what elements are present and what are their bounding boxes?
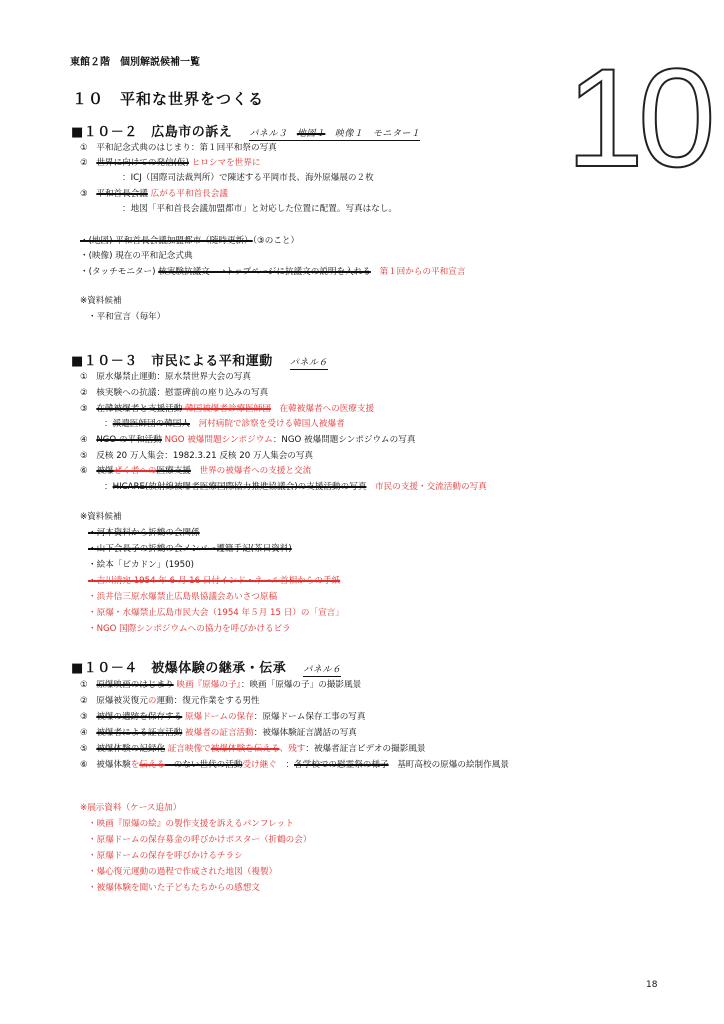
material-item: ・山下会長子の折鶴の会メンバー護籍手記(茶日資料) [88,544,292,554]
section-heading-text: ■１０－３ 市民による平和運動 [71,354,273,369]
document-header: 東館２階 個別解説候補一覧 [70,57,200,68]
list-item-detail [104,420,345,429]
list-item [80,467,311,476]
material-item: ・NGO 国際シンポジウムへの協力を呼びかけるビラ [88,624,291,634]
list-item: ⑤ 反核 20 万人集会：1982.3.21 反核 20 万人集会の写真 [80,451,314,461]
list-item-detail: ：ICJ（国際司法裁判所）で陳述する平岡市長、海外原爆展の２枚 [122,173,374,183]
tag-map-struck: 地図１ [296,129,326,139]
list-item [80,681,361,690]
colon: ： [276,760,295,770]
struck-revised-text: 被爆体験を伝える [210,744,280,754]
chapter-number: 10 [566,39,710,196]
detail-text: ：NGO 被爆問題シンポジウムの写真 [272,435,416,445]
revised-text: NGO 被爆問題シンポジウム [161,435,273,445]
section-tag [249,129,420,141]
material-item: ・吉川清宛 1954 年 6 月 16 日付インド・ネール首相からの手紙 [88,576,341,586]
revised-text: 映画『原爆の子』 [173,680,241,690]
media-label: ・(タッチモニター) [80,267,159,277]
struck-text: 原爆映画のはじまり [96,680,174,690]
item-number: ⑤ [80,744,97,754]
struck-revised-text: 伝える [139,760,166,770]
revised-text: 世界の被爆者への支援と交流 [190,466,312,476]
materials-heading: ※資料候補 [80,512,122,522]
struck-text: 世界に向けての発信(仮) [96,158,189,168]
material-item: ・平和宣言（毎年） [88,312,166,322]
section-heading-text: ■１０－２ 広島市の訴え [71,125,233,140]
material-item: ・原爆・水爆禁止広島市民大会（1954 年５月 15 日）の「宣言」 [88,608,344,618]
struck-text: 被爆の遺跡を保存する [96,712,183,722]
struck-text: のない世代の活動 [165,760,243,770]
list-item-detail: ：地図「平和首長会議加盟都市」と対応した位置に配置。写真はなし。 [122,204,398,214]
list-item [80,190,228,199]
struck-text: 核実験抗議文 →トップページに抗議文の説明を入れる [158,267,371,277]
item-number: ④ [80,728,97,738]
exhibit-item: ・原爆ドームの保存募金の呼びかけポスター（折鶴の会） [88,835,312,845]
struck-text: 在韓被爆者と支援活動 [96,404,183,414]
page-number: 18 [646,980,658,990]
section-heading-text: ■１０－４ 被爆体験の継承・伝承 [71,661,287,676]
media-item: ・(映像) 現在の平和記念式典 [80,251,193,261]
revised-text: ヒロシマを世界に [188,158,261,168]
section-tag: パネル６ [303,665,342,675]
item-number: ① [80,680,97,690]
struck-text: 平和首長会議 [96,189,148,199]
revised-text: 原爆ドームの保存 [182,712,254,722]
colon: ： [104,419,113,429]
colon: ： [104,482,113,492]
item-number: ③ [80,712,97,722]
material-item: ・浜井信三原水爆禁止広島県協議会あいさつ原稿 [88,592,278,602]
section-10-4-heading [71,657,341,676]
struck-text: 被爆 [96,466,114,476]
struck-text: HICARE(放射線被曝者医療国際協力推進協議会)の支援活動の写真 [112,482,367,492]
section-10-3-heading [71,350,328,369]
item-number: ⑥ [80,466,97,476]
detail-text: 基町高校の原爆の絵制作風景 [388,760,509,770]
materials-heading: ※資料候補 [80,296,122,306]
item-number: ② [80,158,97,168]
revised-text: 広がる平和首長会議 [147,189,228,199]
section-tag: パネル６ [289,358,328,368]
list-item [80,729,357,738]
item-number: ③ [80,404,97,414]
revised-text: 第１回からの平和宣言 [370,267,466,277]
struck-revised-text: 韓国被爆者診療医師団 [182,404,271,414]
exhibit-item: ・爆心復元運動の過程で作成された地図（複製） [88,867,278,877]
exhibit-item: ・被爆体験を聞いた子どもたちからの感想文 [88,883,260,893]
exhibit-heading: ※展示資料（ケース追加） [80,803,182,813]
list-item [80,713,365,722]
list-item [80,761,509,770]
struck-text: 被爆体験の記録化 [96,744,166,754]
revised-text: 市民の支援・交流活動の写真 [366,482,487,492]
revised-text: 河村病院で診察を受ける韓国人被爆者 [189,419,345,429]
struck-text: NGO の平和活動 [96,435,162,445]
struck-text: ・(地図) 平和首長会議加盟都市（随時更新） [80,236,253,246]
material-item: ・河本資料から折鶴の会関係 [88,528,200,538]
struck-text: 医療支援 [156,466,191,476]
detail-text: ：原爆ドーム保存工事の写真 [253,712,366,722]
struck-text: 各学校での慰霊祭の様子 [294,760,389,770]
revised-text: 在韓被爆者への医療支援 [270,404,375,414]
struck-text: 被爆者による証言活動 [96,728,183,738]
list-item: ① 原水爆禁止運動：原水禁世界大会の写真 [80,372,251,382]
list-item: ② 核実験への抗議：慰霊碑前の座り込みの写真 [80,388,269,398]
media-item [80,268,465,277]
exhibit-item: ・映画『原爆の絵』の製作支援を訴えるパンフレット [88,819,294,829]
revised-text: 受け継ぐ [242,760,277,770]
list-item [80,436,415,445]
list-item: ① 平和記念式典のはじまり：第１回平和祭の写真 [80,143,277,153]
item-number: ④ [80,435,97,445]
list-item-detail [104,483,487,492]
item-text: 運動：復元作業をする男性 [156,696,260,706]
revised-text: 証言映像で [165,744,211,754]
media-item [80,237,299,246]
material-item: ・絵本「ピカドン」(1950) [88,560,194,570]
exhibit-item: ・原爆ドームの保存を呼びかけるチラシ [88,851,243,861]
tag-panel: パネル３ [249,129,297,139]
item-text: ② 原爆被災復元 [80,696,148,706]
detail-text: ：映画「原爆の子」の撮影風景 [240,680,362,690]
detail-text: ：被爆体験証言講話の写真 [253,728,357,738]
struck-revised-text: ぜく者への [113,466,157,476]
revised-text: を [130,760,140,770]
revised-text: 被爆者の証言活動 [182,728,254,738]
item-number: ③ [80,189,97,199]
revised-text: の [147,696,157,706]
item-text: ⑥ 被爆体験 [80,760,131,770]
section-10-2-heading [71,121,420,140]
detail-text: ：被爆者証言ビデオの撮影風景 [305,744,426,754]
list-item [80,745,426,754]
list-item [80,159,260,168]
struck-text: 派遣医師団の韓国人 [112,419,190,429]
revised-text: 、残す [279,744,306,754]
chapter-title: １０ 平和な世界をつくる [72,90,265,108]
list-item [80,405,374,414]
note-text: （③のこと） [252,236,300,246]
list-item [80,697,260,706]
tag-media: 映像１ モニター１ [325,129,421,139]
